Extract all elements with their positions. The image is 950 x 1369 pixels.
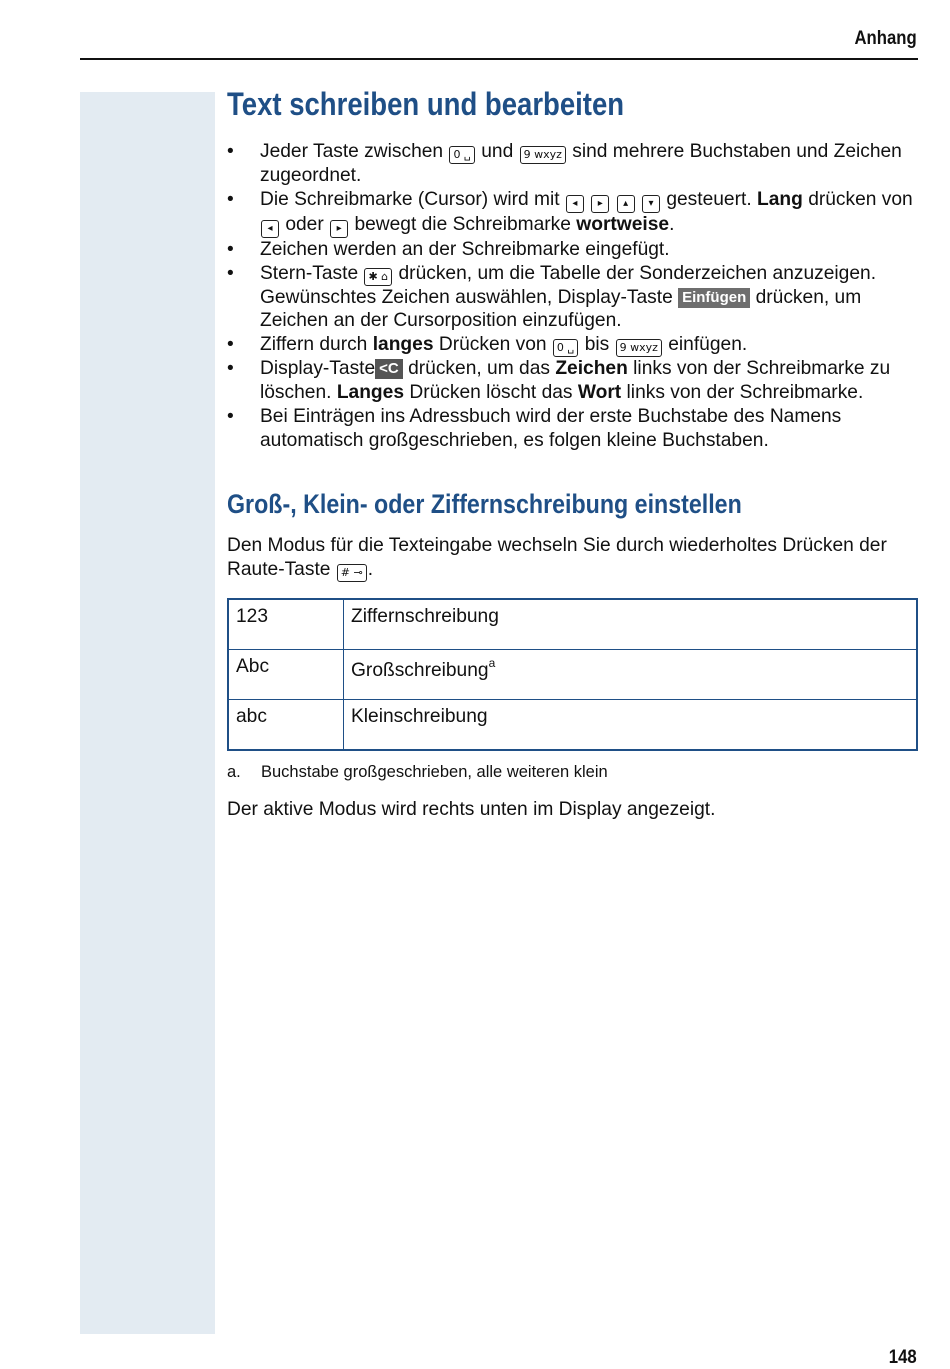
- header-rule: [80, 58, 918, 60]
- table-cell: [344, 650, 918, 700]
- list-item: [227, 405, 918, 453]
- bold-text: Wort: [577, 381, 622, 403]
- text: bewegt die Schreibmarke: [354, 213, 571, 235]
- list-item: [227, 262, 918, 334]
- list-item: [227, 238, 918, 262]
- nav-down-icon: ▾: [642, 195, 660, 213]
- key-hash-icon: # ⊸: [337, 564, 367, 582]
- softkey-einfuegen: Einfügen: [678, 288, 750, 308]
- text: Stern-Taste: [260, 262, 359, 284]
- footnote-text: Buchstabe großgeschrieben, alle weiteren klein: [261, 763, 608, 782]
- text: Ziffernschreibung: [351, 606, 499, 628]
- text: oder: [285, 213, 324, 235]
- footnote: [227, 763, 918, 782]
- text: .: [367, 559, 374, 581]
- text: .: [669, 213, 675, 235]
- section-intro: [227, 534, 918, 582]
- nav-right-icon: ▸: [330, 220, 348, 238]
- key-zero-icon: 0 ␣: [553, 339, 578, 357]
- text: Die Schreibmarke (Cursor) wird mit: [260, 188, 560, 210]
- footnote-mark: a.: [227, 763, 241, 782]
- bold-text: Lang: [757, 188, 803, 210]
- margin-sidebar: [80, 92, 215, 1334]
- softkey-delete: <C: [375, 359, 403, 379]
- text: gesteuert.: [666, 188, 752, 210]
- text: drücken, um Zeichen an der Cursorposition einzufügen.: [260, 286, 862, 332]
- text: einfügen.: [668, 334, 748, 356]
- bold-text: wortweise: [576, 213, 670, 235]
- text: und: [481, 141, 514, 162]
- text: Großschreibung: [351, 660, 489, 682]
- text: Bei Einträgen ins Adressbuch wird der erste Buchstabe des Namens automatisch großgeschrieben, es folgen kleine Buchstaben.: [260, 405, 842, 451]
- bold-text: langes: [372, 334, 434, 356]
- bold-text: Zeichen: [555, 358, 628, 380]
- section-title: Groß-, Klein- oder Ziffernschreibung einstellen: [227, 489, 742, 520]
- footnote-ref: a: [488, 656, 496, 671]
- list-item: [227, 357, 918, 405]
- text: drücken von: [808, 188, 913, 210]
- text: bis: [584, 334, 610, 356]
- key-nine-icon: 9 wxyz: [616, 339, 662, 357]
- bullet-list: [227, 140, 918, 452]
- section-outro: Der aktive Modus wird rechts unten im Display angezeigt.: [227, 799, 716, 821]
- page-content: [227, 82, 918, 822]
- nav-left-icon: ◂: [566, 195, 584, 213]
- nav-left-icon: ◂: [261, 220, 279, 238]
- text: links von der Schreibmarke.: [626, 381, 864, 403]
- key-zero-icon: 0 ␣: [449, 146, 474, 164]
- mode-table: [227, 598, 918, 751]
- nav-up-icon: ▴: [617, 195, 635, 213]
- table-row: [228, 599, 917, 650]
- text: Drücken von: [438, 334, 547, 356]
- text: Jeder Taste zwischen: [260, 141, 444, 162]
- text: Drücken löscht das: [409, 381, 573, 403]
- text: drücken, um die Tabelle der Sonderzeichen anzuzeigen. Gewünschtes Zeichen auswählen, Display-Taste: [260, 262, 877, 308]
- text: Den Modus für die Texteingabe wechseln Sie durch wiederholtes Drücken der Raute-Taste: [227, 535, 887, 581]
- list-item: [227, 140, 918, 188]
- table-cell: Abc: [228, 650, 344, 700]
- text: Zeichen werden an der Schreibmarke eingefügt.: [260, 238, 670, 260]
- section-header: Anhang: [854, 28, 917, 49]
- table-cell: 123: [228, 599, 344, 650]
- table-cell: [344, 599, 918, 650]
- text: Display-Taste: [260, 358, 376, 380]
- key-nine-icon: 9 wxyz: [520, 146, 566, 164]
- text: links von der Schreibmarke zu löschen.: [260, 358, 891, 403]
- page-number: 148: [889, 1347, 917, 1368]
- table-row: [228, 700, 917, 751]
- table-cell: [344, 700, 918, 751]
- key-star-icon: ✱ ⌂: [364, 268, 392, 286]
- list-item: [227, 333, 918, 357]
- table-row: [228, 650, 917, 700]
- bold-text: Langes: [336, 381, 404, 403]
- text: Kleinschreibung: [351, 706, 488, 728]
- table-cell: abc: [228, 700, 344, 751]
- text: Ziffern durch: [260, 334, 368, 356]
- list-item: [227, 188, 918, 238]
- text: sind mehrere Buchstaben und Zeichen zugeordnet.: [260, 141, 902, 186]
- section-case-mode: [227, 486, 918, 822]
- text: drücken, um das: [408, 358, 550, 380]
- page-title: Text schreiben und bearbeiten: [227, 86, 625, 122]
- nav-right-icon: ▸: [591, 195, 609, 213]
